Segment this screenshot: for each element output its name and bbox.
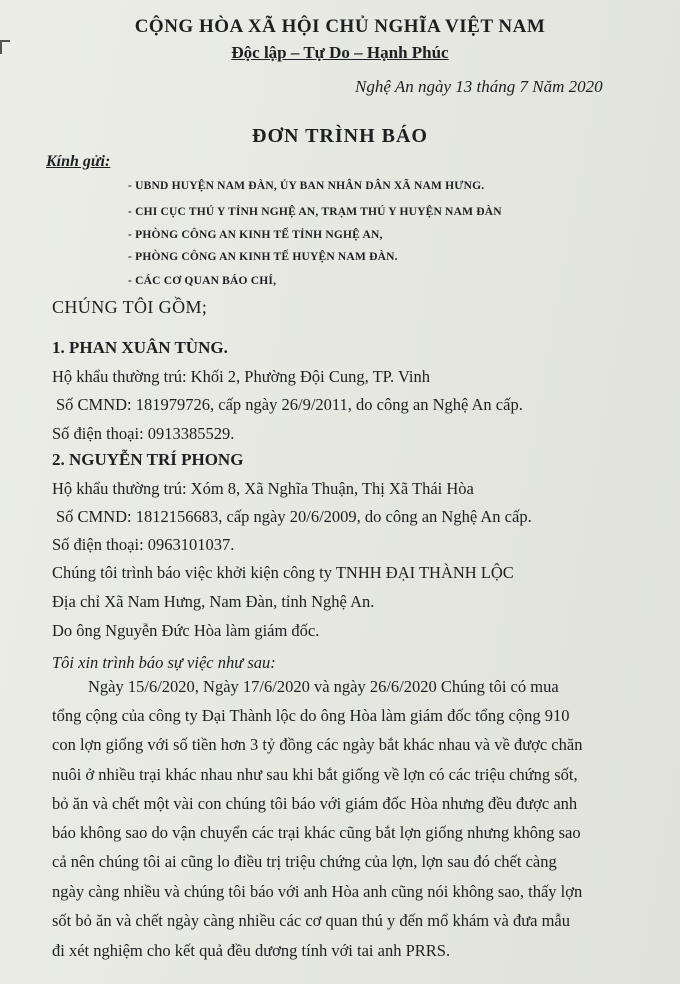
person-1-id-card: Số CMND: 181979726, cấp ngày 26/9/2011, do công an Nghệ An cấp. [56, 395, 523, 414]
recipient-item: - PHÒNG CÔNG AN KINH TẾ TỈNH NGHỆ AN, [128, 229, 383, 241]
complaint-line: Địa chỉ Xã Nam Hưng, Nam Đàn, tỉnh Nghệ An. [52, 592, 375, 611]
body-line: bỏ ăn và chết một vài con chúng tôi báo với giám đốc Hòa nhưng đều được anh [52, 794, 578, 813]
document-title: ĐƠN TRÌNH BÁO [252, 125, 428, 147]
body-line: đi xét nghiệm cho kết quả đều dương tính với tai anh PRRS. [52, 941, 451, 960]
person-1-phone: Số điện thoại: 0913385529. [52, 424, 235, 443]
we-include-heading: CHÚNG TÔI GỒM; [52, 297, 208, 317]
date-line: Nghệ An ngày 13 tháng 7 Năm 2020 [355, 77, 603, 96]
person-2-name: 2. NGUYỄN TRÍ PHONG [52, 450, 244, 469]
recipient-item: - PHÒNG CÔNG AN KINH TẾ HUYỆN NAM ĐÀN. [128, 251, 398, 263]
body-line: nuôi ở nhiều trại khác nhau như sau khi bắt giống về lợn có các triệu chứng sốt, [52, 765, 578, 784]
addressee-label: Kính gửi: [46, 153, 111, 170]
motto: Độc lập – Tự Do – Hạnh Phúc [231, 43, 449, 62]
body-line: con lợn giống với số tiền hơn 3 tỷ đồng các ngày bắt khác nhau và về được chăn [52, 735, 583, 754]
body-line: tổng cộng của công ty Đại Thành lộc do ông Hòa làm giám đốc tổng cộng 910 [52, 706, 570, 725]
body-line: cả nên chúng tôi ai cũng lo điều trị triệu chứng của lợn, lợn sau đó chết càng [52, 852, 557, 871]
person-1-name: 1. PHAN XUÂN TÙNG. [52, 338, 228, 357]
person-2-residence: Hộ khẩu thường trú: Xóm 8, Xã Nghĩa Thuận, Thị Xã Thái Hòa [52, 479, 474, 498]
recipient-item: - UBND HUYỆN NAM ĐÀN, ỦY BAN NHÂN DÂN XÃ NAM HƯNG. [128, 180, 485, 192]
person-2-phone: Số điện thoại: 0963101037. [52, 535, 235, 554]
intro-line: Tôi xin trình báo sự việc như sau: [52, 653, 276, 672]
recipient-item: - CÁC CƠ QUAN BÁO CHÍ, [128, 275, 277, 287]
person-1-residence: Hộ khẩu thường trú: Khối 2, Phường Đội Cung, TP. Vinh [52, 367, 430, 386]
body-line: Ngày 15/6/2020, Ngày 17/6/2020 và ngày 26/6/2020 Chúng tôi có mua [88, 677, 559, 696]
complaint-line: Chúng tôi trình báo việc khởi kiện công ty TNHH ĐẠI THÀNH LỘC [52, 563, 514, 582]
complaint-line: Do ông Nguyễn Đức Hòa làm giám đốc. [52, 621, 320, 640]
recipient-item: - CHI CỤC THÚ Y TỈNH NGHỆ AN, TRẠM THÚ Y HUYỆN NAM ĐÀN [128, 206, 502, 218]
body-line: sốt bỏ ăn và chết ngày càng nhiều các cơ quan thú y đến mổ khám và đưa mẫu [52, 911, 571, 930]
body-line: ngày càng nhiều và chúng tôi báo với anh Hòa anh cũng nói không sao, thấy lợn [52, 882, 583, 901]
national-title: CỘNG HÒA XÃ HỘI CHỦ NGHĨA VIỆT NAM [134, 16, 546, 37]
body-line: báo không sao do vận chuyển các trại khác cũng bắt lợn giống nhưng không sao [52, 823, 581, 842]
person-2-id-card: Số CMND: 1812156683, cấp ngày 20/6/2009, do công an Nghệ An cấp. [56, 507, 532, 526]
